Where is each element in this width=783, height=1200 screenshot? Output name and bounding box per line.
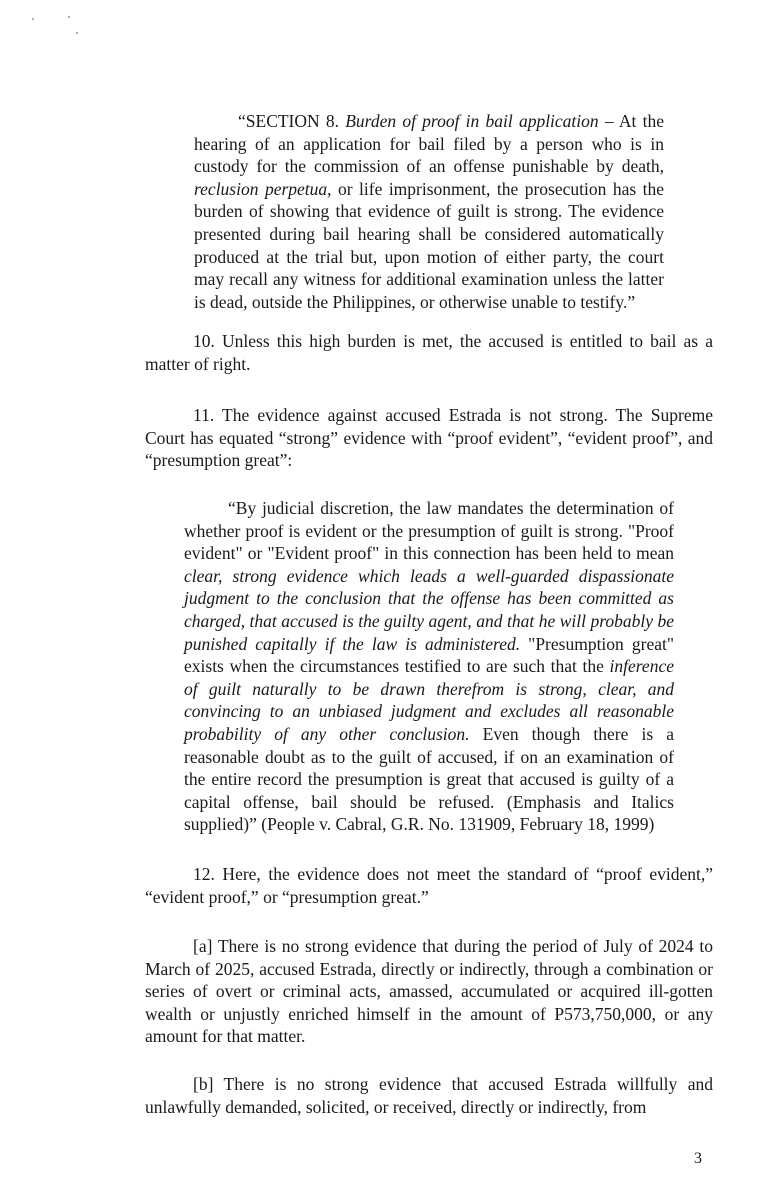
cabral-italic2: inference of guilt naturally to be drawn therefrom is strong, clear, and convincing to an unbiased judgment and excludes all reasonable probability of any other conclusion. xyxy=(184,656,674,744)
paragraph-12a-text: [a] There is no strong evidence that during the period of July of 2024 to March of 2025, accused Estrada, directly or indirectly, through a combination or series of overt or criminal acts, amassed, accumulated or acquired ill-gotten wealth or unjustly enriched himself in the amount of P573,750,000, or any amount for that matter. xyxy=(145,936,713,1047)
paragraph-11-text: 11. The evidence against accused Estrada is not strong. The Supreme Court has equated “strong” evidence with “proof evident”, “evident proof”, and “presumption great”: xyxy=(145,405,713,471)
section8-after-heading: – At the hearing of an application for bail filed by a person who is in custody for the commission of an offense punishable by death, xyxy=(194,111,664,177)
section8-heading: Burden of proof in bail application xyxy=(345,111,599,131)
section8-rest: , or life imprisonment, the prosecution has the burden of showing that evidence of guilt is strong. The evidence presented during bail hearing shall be considered automatically produced at the trial but, upon motion of either party, the court may recall any witness for additional examination unless the latter is dead, outside the Philippines, or otherwise unable to testify.” xyxy=(194,178,664,312)
paragraph-12 xyxy=(145,863,713,908)
cabral-part1: “By judicial discretion, the law mandates the determination of whether proof is evident or the presumption of guilt is strong. "Proof evident" or "Evident proof" in this connection has been held to mean xyxy=(184,498,674,564)
paragraph-12-text: 12. Here, the evidence does not meet the standard of “proof evident,” “evident proof,” or “presumption great.” xyxy=(145,864,713,907)
cabral-part3: Even though there is a reasonable doubt as to the guilt of accused, if on an examination of the entire record the presumption is great that accused is guilty of a capital offense, bail should be refused. (Emphasis and Italics supplied)” (People v. Cabral, G.R. No. 131909, February 18, 1999) xyxy=(184,723,675,835)
paragraph-12b xyxy=(145,1073,713,1118)
page-number: 3 xyxy=(694,1150,702,1167)
paragraph-10-text: 10. Unless this high burden is met, the accused is entitled to bail as a matter of right. xyxy=(145,331,713,374)
section8-lead: “SECTION 8. xyxy=(238,111,346,131)
cabral-italic1: clear, strong evidence which leads a well-guarded dispassionate judgment to the conclusion that the offense has been committed as charged, that accused is the guilty agent, and that he will probably be punished capitally if the law is administered. xyxy=(184,565,674,654)
paragraph-10 xyxy=(145,330,713,375)
paragraph-12b-text: [b] There is no strong evidence that accused Estrada willfully and unlawfully demanded, solicited, or received, directly or indirectly, from xyxy=(145,1074,713,1117)
paragraph-11 xyxy=(145,404,713,472)
paragraph-12a xyxy=(145,935,713,1048)
cabral-part2: "Presumption great" exists when the circumstances testified to are such that the xyxy=(184,633,674,677)
scan-specks xyxy=(20,12,90,42)
section8-quote xyxy=(194,110,664,313)
section8-italic-term: reclusion perpetua xyxy=(194,178,328,199)
cabral-quote xyxy=(184,497,674,836)
